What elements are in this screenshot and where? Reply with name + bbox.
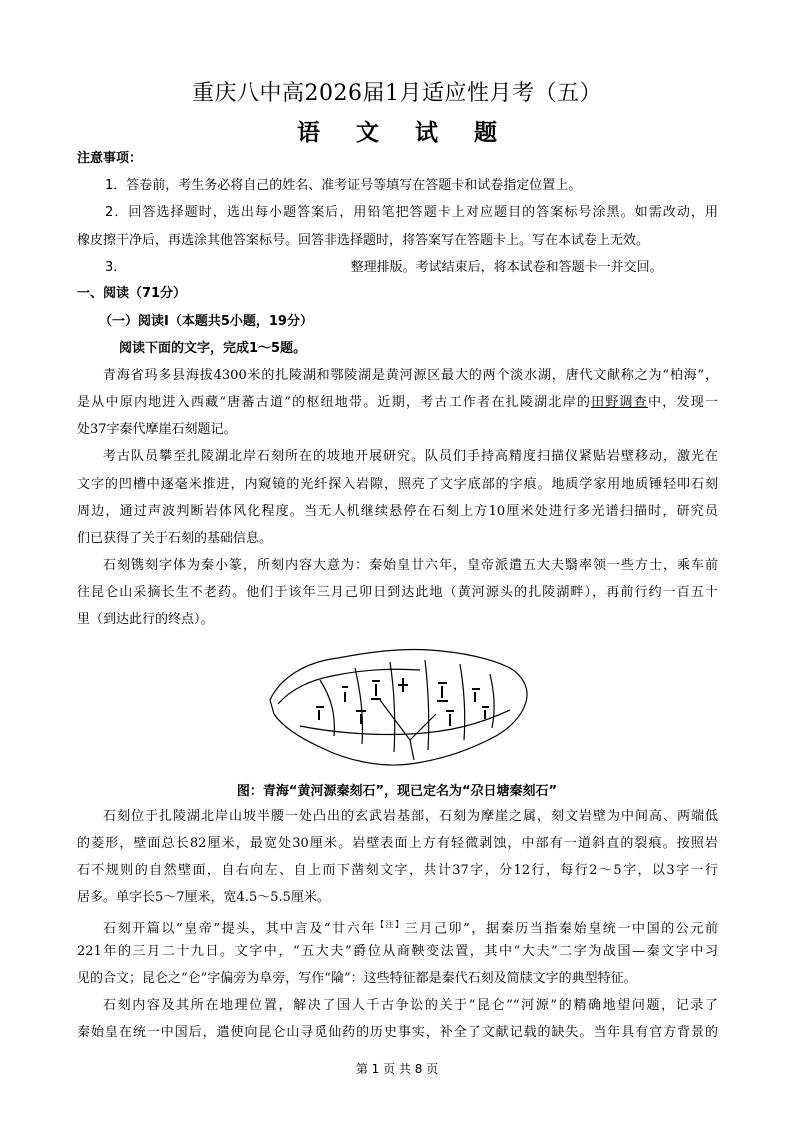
passage-line: 们已获得了关于石刻的基础信息。 [77, 531, 273, 546]
passage-text: 三月己卯”，据秦历当指秦始皇统一中国的公元前 [404, 921, 718, 937]
passage-line: 221年的三月二十九日。文字中，“五大夫”爵位从商鞅变法置，其中“大夫”二字为战国—秦文字中习 [77, 944, 718, 959]
stone-carving-drawing [260, 640, 536, 770]
passage-line: 处37字秦代摩崖石刻题记。 [77, 422, 237, 437]
passage-line: 石不规则的自然壁面，自右向左、自上而下凿刻文字，共计37字，分12行，每行2～5字，以3字一行 [77, 863, 718, 878]
note-item-3-text: 整理排版。考试结束后，将本试卷和答题卡一并交回。 [350, 260, 663, 275]
notes-heading: 注意事项： [77, 151, 143, 166]
figure-caption: 图：青海“黄河源秦刻石”，现已定名为“尕日塘秦刻石” [236, 784, 558, 799]
exam-subtitle: 语 文 试 题 [296, 119, 512, 146]
section-heading: 一、阅读（71分） [77, 286, 187, 301]
note-item-3 [77, 259, 718, 277]
passage-line: 石刻镌刻字体为秦小篆，所刻内容大意为：秦始皇廿六年，皇帝派遣五大夫翳率领一些方士，乘车前 [103, 558, 718, 573]
sub-section-heading: （一）阅读Ⅰ（本题共5小题，19分） [99, 314, 313, 329]
note-item-1: 1．答卷前，考生务必将自己的姓名、准考证号等填写在答题卡和试卷指定位置上。 [105, 178, 582, 193]
passage-line: 里（到达此行的终点）。 [77, 612, 214, 627]
underlined-term: 田野调查 [591, 395, 649, 410]
passage-line: 的菱形，壁面总长82厘米，最宽处30厘米。岩壁表面上方有轻微剥蚀，中部有一道斜直的裂痕。按照岩 [77, 836, 718, 851]
passage-line: 周边，通过声波判断岩体风化程度。当无人机继续悬停在石刻上方10厘米处进行多光谱扫描时，研究员 [77, 504, 718, 519]
exam-title: 重庆八中高2026届1月适应性月考（五） [192, 81, 602, 106]
page-number: 第 1 页 共 8 页 [355, 1062, 439, 1076]
passage-line: 秦始皇在统一中国后，遣使向昆仑山寻觅仙药的历史事实，补全了文献记载的缺失。当年具有官方背景的 [77, 1025, 718, 1040]
passage-line: 考古队员攀至扎陵湖北岸石刻所在的坡地开展研究。队员们手持高精度扫描仪紧贴岩壁移动，激光在 [103, 449, 718, 464]
passage-line: 往昆仑山采摘长生不老药。他们于该年三月己卯日到达此地（黄河源头的扎陵湖畔），再前行约一百五十 [77, 585, 718, 600]
passage-text: 中，发现一 [648, 395, 718, 410]
passage-line [77, 394, 718, 412]
reading-instruction: 阅读下面的文字，完成1～5题。 [119, 341, 307, 356]
passage-text: 是从中原内地进入西藏“唐蕃古道”的枢纽地带。近期，考古工作者在扎陵湖北岸的 [77, 395, 592, 410]
note-item-2-line-2: 橡皮擦干净后，再选涂其他答案标号。回答非选择题时，将答案写在答题卡上。写在本试卷上无效。 [77, 233, 650, 248]
passage-line: 居多。单字长5～7厘米，宽4.5～5.5厘米。 [77, 890, 330, 905]
passage-line: 石刻内容及其所在地理位置，解决了国人千古争讼的关于“昆仑”“河源”的精确地望问题，记录了 [103, 998, 718, 1013]
passage-line: 见的合文；昆仑之“仑”字偏旁为阜旁，写作“陯”：这些特征都是秦代石刻及简牍文字的典型特征。 [77, 971, 637, 986]
passage-line: 文字的凹槽中逐毫米推进，内窥镜的光纤探入岩隙，照亮了文字底部的字痕。地质学家用地质锤轻叩石刻 [77, 477, 718, 492]
note-item-3-number: 3． [105, 260, 127, 275]
passage-line [77, 916, 718, 938]
passage-line: 青海省玛多县海拔4300米的扎陵湖和鄂陵湖是黄河源区最大的两个淡水湖，唐代文献称之为“柏海”， [103, 368, 718, 383]
passage-text: 石刻开篇以“皇帝”提头，其中言及“廿六年 [103, 921, 376, 937]
note-item-2-line-1: 2．回答选择题时，选出每小题答案后，用铅笔把答题卡上对应题目的答案标号涂黑。如需改动，用 [105, 205, 718, 220]
passage-line: 石刻位于扎陵湖北岸山坡半腰一处凸出的玄武岩基部，石刻为摩崖之属，刻文岩壁为中间高、两端低 [103, 809, 718, 824]
stone-carving-figure [260, 640, 536, 770]
footnote-marker: 【注】 [375, 920, 405, 929]
